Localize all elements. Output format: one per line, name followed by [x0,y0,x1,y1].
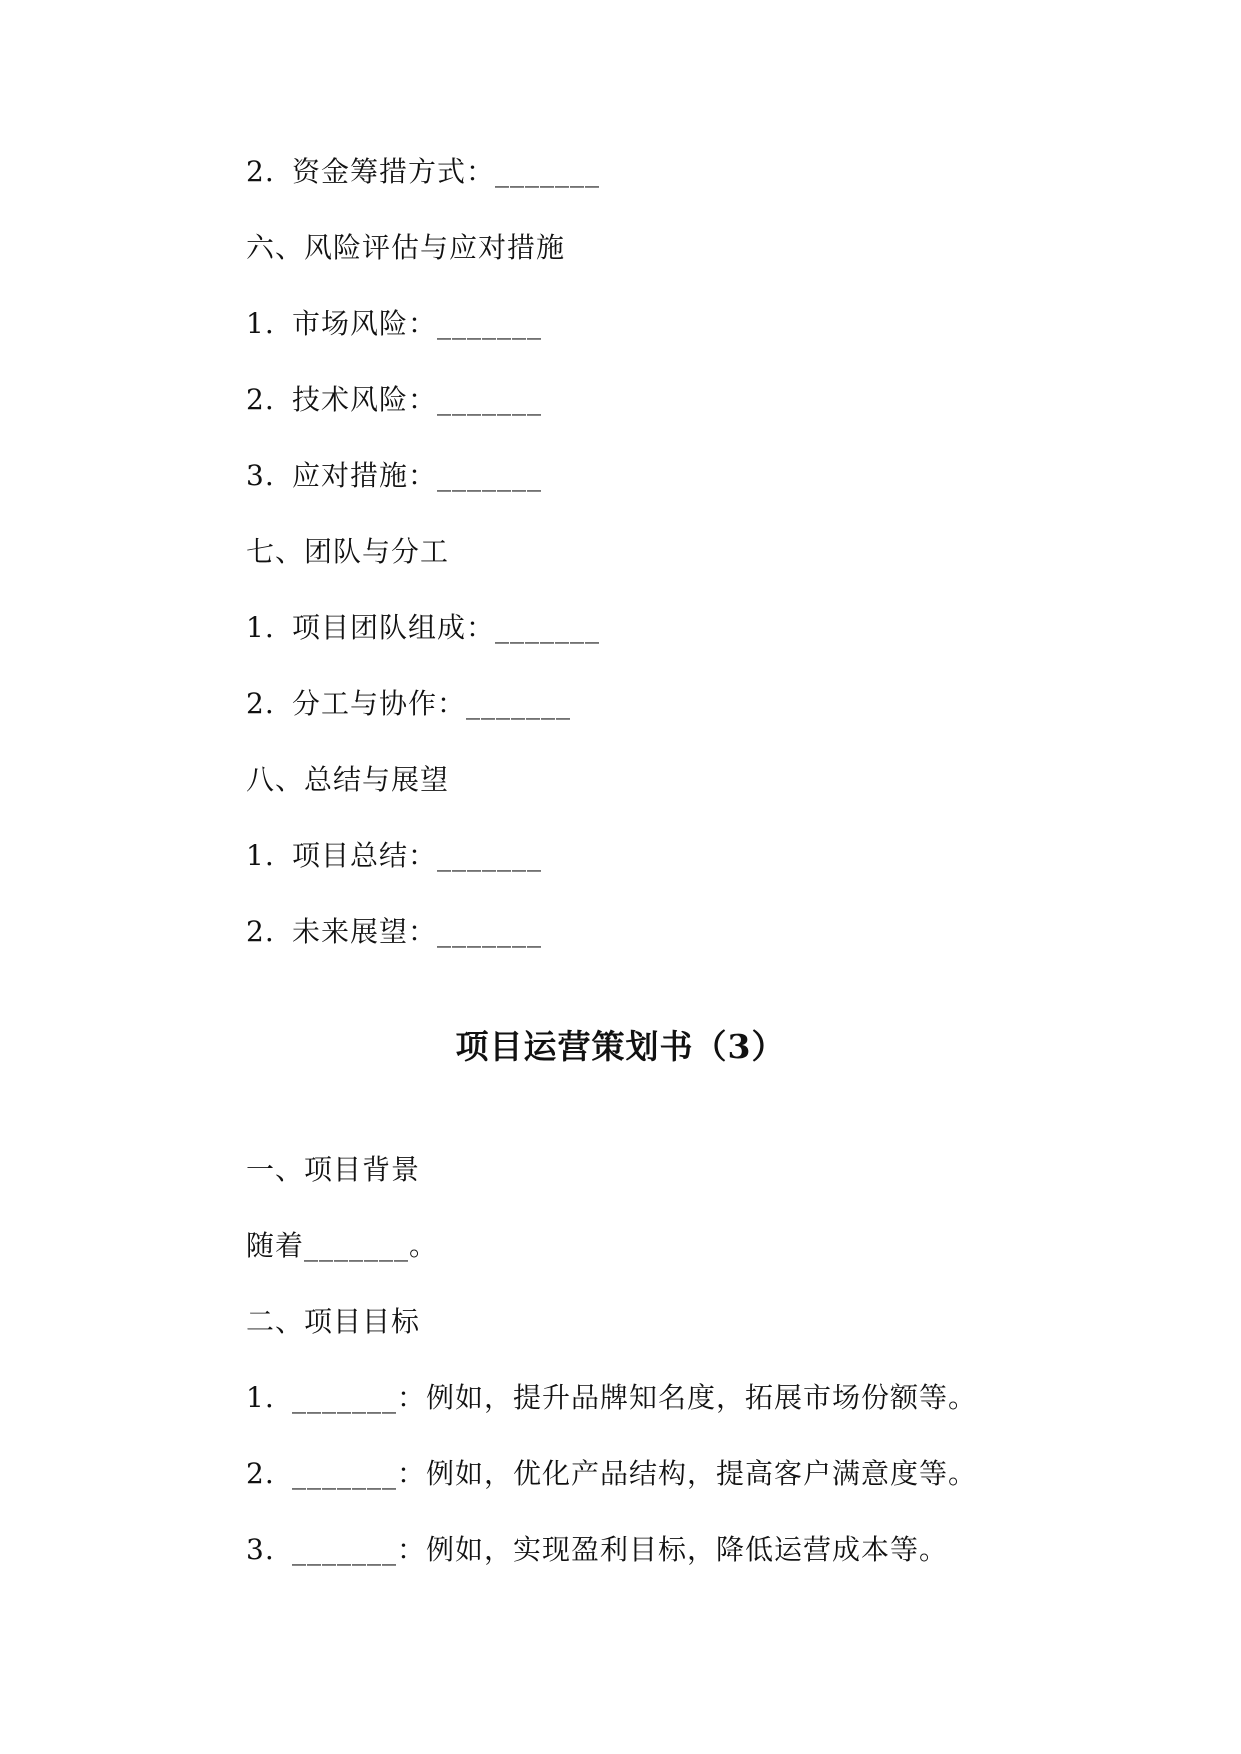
section-heading-background: 一、项目背景 [246,1153,421,1186]
list-text: _______：例如，实现盈利目标，降低运营成本等。 [292,1533,949,1566]
list-item-goal-3 [246,1530,948,1570]
section-heading-team: 七、团队与分工 [246,535,450,568]
list-number: 2. [246,1457,275,1490]
list-number: 2. [246,915,275,948]
list-item-countermeasures [246,456,542,496]
list-number: 3. [246,1533,275,1566]
list-item-tech-risk [246,380,542,420]
list-text: 项目总结：_______ [292,839,543,872]
document-title: 项目运营策划书（3） [455,1027,786,1066]
list-item-goal-1 [246,1378,977,1418]
list-text: 市场风险：_______ [292,307,543,340]
list-item-market-risk [246,304,542,344]
list-text: 未来展望：_______ [292,915,543,948]
list-number: 2. [246,383,275,416]
list-number: 1. [246,307,275,340]
list-text: _______：例如，提升品牌知名度，拓展市场份额等。 [292,1381,978,1414]
list-item-goal-2 [246,1454,977,1494]
list-number: 3. [246,459,275,492]
list-text: 分工与协作：_______ [292,687,572,720]
section-heading-goals: 二、项目目标 [246,1305,421,1338]
list-number: 1. [246,839,275,872]
list-item-project-summary [246,836,542,876]
list-text: _______：例如，优化产品结构，提高客户满意度等。 [292,1457,978,1490]
list-text: 项目团队组成：_______ [292,611,601,644]
list-number: 1. [246,611,275,644]
section-heading-summary: 八、总结与展望 [246,763,450,796]
section-heading-risk: 六、风险评估与应对措施 [246,231,566,264]
list-item-funding [246,152,600,192]
list-item-division-of-labor [246,684,571,724]
list-text: 技术风险：_______ [292,383,543,416]
list-item-future-outlook [246,912,542,952]
list-number: 2. [246,687,275,720]
list-number: 2. [246,155,275,188]
list-item-team-composition [246,608,600,648]
list-text: 应对措施：_______ [292,459,543,492]
paragraph-background: 随着_______。 [246,1229,439,1262]
list-text: 资金筹措方式：_______ [292,155,601,188]
list-number: 1. [246,1381,275,1414]
